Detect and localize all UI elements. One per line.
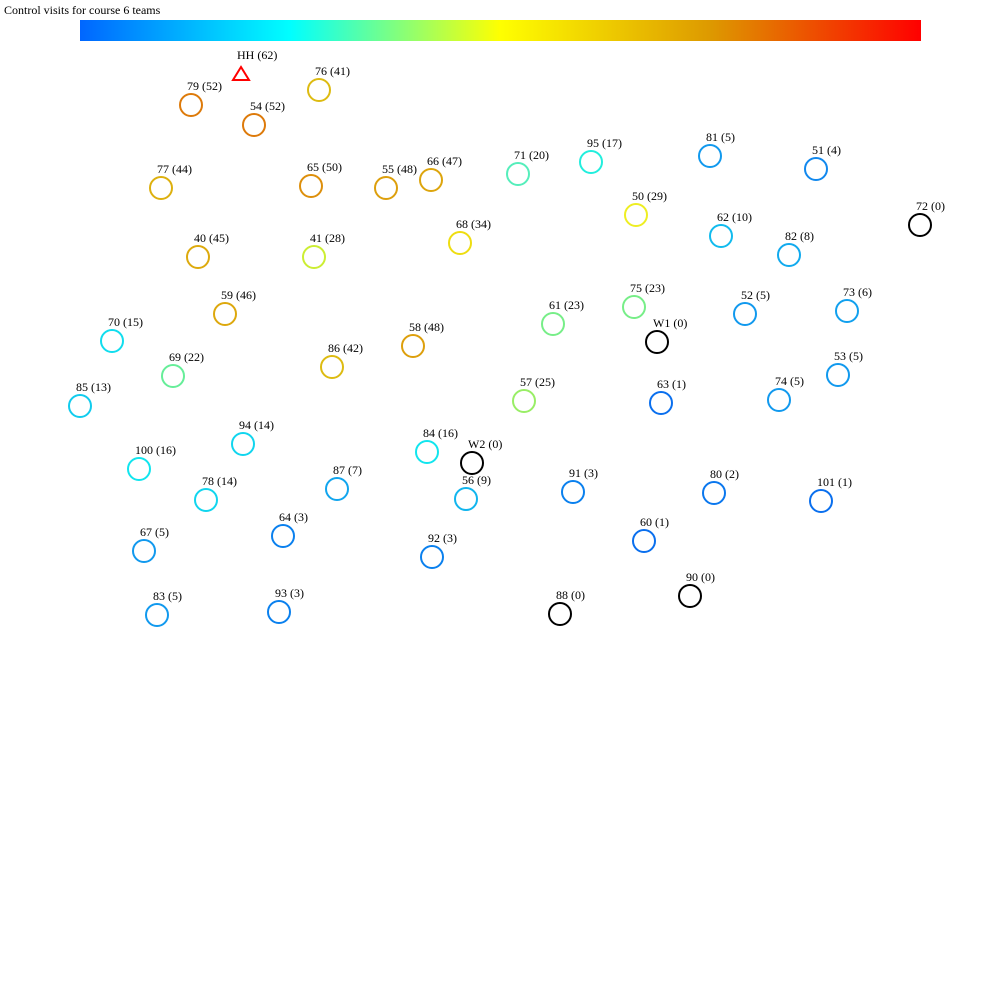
control-label: 50 (29) <box>632 189 667 203</box>
control-82 <box>778 229 814 266</box>
control-circle <box>303 246 325 268</box>
control-circle <box>633 530 655 552</box>
control-76 <box>308 64 350 101</box>
control-label: 75 (23) <box>630 281 665 295</box>
control-circle <box>101 330 123 352</box>
control-circle <box>562 481 584 503</box>
control-circle <box>703 482 725 504</box>
control-label: 62 (10) <box>717 210 752 224</box>
control-label: 60 (1) <box>640 515 669 529</box>
control-85 <box>69 380 111 417</box>
control-label: 73 (6) <box>843 285 872 299</box>
control-label: 74 (5) <box>775 374 804 388</box>
map-title: Control visits for course 6 teams <box>4 3 161 17</box>
control-circle <box>805 158 827 180</box>
control-circle <box>69 395 91 417</box>
control-label: 83 (5) <box>153 589 182 603</box>
control-label: 101 (1) <box>817 475 852 489</box>
control-circle <box>232 433 254 455</box>
control-circle <box>646 331 668 353</box>
control-circle <box>214 303 236 325</box>
control-81 <box>699 130 735 167</box>
control-circle <box>449 232 471 254</box>
control-70 <box>101 315 143 352</box>
control-circle <box>461 452 483 474</box>
control-90 <box>679 570 715 607</box>
control-label: 85 (13) <box>76 380 111 394</box>
control-88 <box>549 588 585 625</box>
control-84 <box>416 426 458 463</box>
control-w2 <box>461 437 502 474</box>
control-80 <box>703 467 739 504</box>
control-circle <box>455 488 477 510</box>
control-60 <box>633 515 669 552</box>
control-41 <box>303 231 345 268</box>
control-label: 94 (14) <box>239 418 274 432</box>
control-label: 56 (9) <box>462 473 491 487</box>
control-label: 54 (52) <box>250 99 285 113</box>
control-circle <box>375 177 397 199</box>
control-label: 69 (22) <box>169 350 204 364</box>
control-87 <box>326 463 362 500</box>
control-58 <box>402 320 444 357</box>
control-label: 86 (42) <box>328 341 363 355</box>
control-circle <box>420 169 442 191</box>
control-79 <box>180 79 222 116</box>
control-label: 92 (3) <box>428 531 457 545</box>
control-label: 81 (5) <box>706 130 735 144</box>
control-label: 67 (5) <box>140 525 169 539</box>
control-circle <box>180 94 202 116</box>
control-label: 79 (52) <box>187 79 222 93</box>
control-label: 51 (4) <box>812 143 841 157</box>
control-circle <box>836 300 858 322</box>
control-label: 78 (14) <box>202 474 237 488</box>
control-label: 68 (34) <box>456 217 491 231</box>
control-73 <box>836 285 872 322</box>
control-label: 63 (1) <box>657 377 686 391</box>
control-circle <box>308 79 330 101</box>
control-circle <box>623 296 645 318</box>
control-71 <box>507 148 549 185</box>
control-label: 71 (20) <box>514 148 549 162</box>
control-95 <box>580 136 622 173</box>
control-59 <box>214 288 256 325</box>
control-74 <box>768 374 804 411</box>
control-63 <box>650 377 686 414</box>
control-91 <box>562 466 598 503</box>
controls-layer <box>69 48 945 626</box>
control-circle <box>133 540 155 562</box>
control-label: 82 (8) <box>785 229 814 243</box>
control-53 <box>827 349 863 386</box>
control-92 <box>421 531 457 568</box>
control-label: HH (62) <box>237 48 278 62</box>
control-circle <box>625 204 647 226</box>
control-86 <box>321 341 363 378</box>
control-circle <box>321 356 343 378</box>
control-circle <box>810 490 832 512</box>
control-label: 61 (23) <box>549 298 584 312</box>
control-64 <box>272 510 308 547</box>
control-label: 88 (0) <box>556 588 585 602</box>
control-label: 100 (16) <box>135 443 176 457</box>
control-circle <box>542 313 564 335</box>
control-label: 57 (25) <box>520 375 555 389</box>
control-67 <box>133 525 169 562</box>
control-circle <box>513 390 535 412</box>
control-94 <box>232 418 274 455</box>
control-circle <box>778 244 800 266</box>
control-52 <box>734 288 770 325</box>
control-circle <box>187 246 209 268</box>
control-100 <box>128 443 176 480</box>
control-93 <box>268 586 304 623</box>
control-label: 95 (17) <box>587 136 622 150</box>
control-circle <box>326 478 348 500</box>
control-circle <box>162 365 184 387</box>
control-57 <box>513 375 555 412</box>
control-circle <box>300 175 322 197</box>
control-56 <box>455 473 491 510</box>
control-label: 76 (41) <box>315 64 350 78</box>
control-label: 93 (3) <box>275 586 304 600</box>
control-66 <box>420 154 462 191</box>
control-circle <box>768 389 790 411</box>
control-circle <box>734 303 756 325</box>
control-65 <box>300 160 342 197</box>
control-circle <box>909 214 931 236</box>
control-72 <box>909 199 945 236</box>
control-50 <box>625 189 667 226</box>
control-label: 59 (46) <box>221 288 256 302</box>
control-62 <box>710 210 752 247</box>
control-label: 70 (15) <box>108 315 143 329</box>
start-triangle-icon <box>233 67 249 80</box>
control-w1 <box>646 316 687 353</box>
control-circle <box>679 585 701 607</box>
control-label: 91 (3) <box>569 466 598 480</box>
control-label: W2 (0) <box>468 437 503 451</box>
control-54 <box>243 99 285 136</box>
control-61 <box>542 298 584 335</box>
control-circle <box>416 441 438 463</box>
control-circle <box>507 163 529 185</box>
control-51 <box>805 143 841 180</box>
control-label: 53 (5) <box>834 349 863 363</box>
control-78 <box>195 474 237 511</box>
control-55 <box>375 162 417 199</box>
control-circle <box>699 145 721 167</box>
control-label: 55 (48) <box>382 162 417 176</box>
control-hh <box>233 48 277 80</box>
control-circle <box>421 546 443 568</box>
control-69 <box>162 350 204 387</box>
control-label: 66 (47) <box>427 154 462 168</box>
control-40 <box>187 231 229 268</box>
control-circle <box>710 225 732 247</box>
control-101 <box>810 475 852 512</box>
control-label: 72 (0) <box>916 199 945 213</box>
control-label: 80 (2) <box>710 467 739 481</box>
control-circle <box>146 604 168 626</box>
control-circle <box>268 601 290 623</box>
control-circle <box>243 114 265 136</box>
control-circle <box>128 458 150 480</box>
control-label: 90 (0) <box>686 570 715 584</box>
control-label: 58 (48) <box>409 320 444 334</box>
control-label: 65 (50) <box>307 160 342 174</box>
control-label: 40 (45) <box>194 231 229 245</box>
control-circle <box>580 151 602 173</box>
control-circle <box>195 489 217 511</box>
control-label: 52 (5) <box>741 288 770 302</box>
colorbar <box>80 20 921 41</box>
control-circle <box>549 603 571 625</box>
control-label: 84 (16) <box>423 426 458 440</box>
control-label: 41 (28) <box>310 231 345 245</box>
control-circle <box>827 364 849 386</box>
control-75 <box>623 281 665 318</box>
control-circle <box>272 525 294 547</box>
control-circle <box>650 392 672 414</box>
control-label: 77 (44) <box>157 162 192 176</box>
control-68 <box>449 217 491 254</box>
control-circle <box>402 335 424 357</box>
control-label: W1 (0) <box>653 316 688 330</box>
control-label: 64 (3) <box>279 510 308 524</box>
control-label: 87 (7) <box>333 463 362 477</box>
control-83 <box>146 589 182 626</box>
control-77 <box>150 162 192 199</box>
control-circle <box>150 177 172 199</box>
